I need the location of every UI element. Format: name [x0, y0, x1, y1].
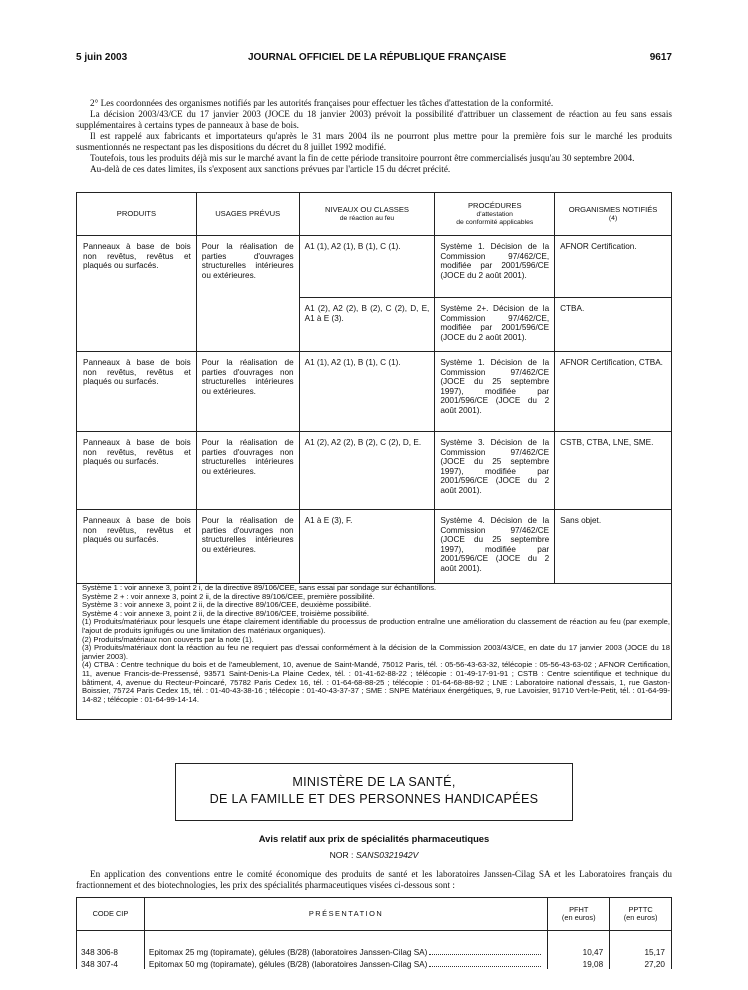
presentation-text: Epitomax 50 mg (topiramate), gélules (B/28) (laboratoires Janssen-Cilag SA) — [148, 960, 428, 969]
cell-procedure: Système 2+. Décision de la Commission 97/462/CE, modifiée par 2001/596/CE (JOCE du 2 août 2001). — [435, 298, 555, 352]
ministry-box — [175, 763, 573, 821]
cell-organisme: CSTB, CTBA, LNE, SME. — [555, 432, 672, 510]
cell-procedure: Système 1. Décision de la Commission 97/462/CE, modifiée par 2001/596/CE (JOCE du 2 août 2001). — [435, 236, 555, 298]
intro-paragraph: 2° Les coordonnées des organismes notifiés par les autorités françaises pour effectuer les tâches d'attestation de la conformité. — [90, 98, 554, 108]
cell-presentation — [144, 957, 547, 969]
ppttc-unit: (en euros) — [623, 913, 658, 922]
niveaux-sublabel: de réaction au feu — [339, 214, 395, 222]
cell-code-cip: 348 306-8 — [77, 945, 145, 957]
price-header-row — [77, 898, 672, 931]
ministry-line-1: MINISTÈRE DE LA SANTÉ, — [292, 775, 456, 789]
ppttc-label: PPTTC — [628, 904, 653, 914]
price-spacer-row — [77, 931, 672, 946]
table-row — [77, 236, 672, 298]
niveaux-label: NIVEAUX OU CLASSES — [324, 205, 409, 215]
nor-value: SANS0321942V — [355, 850, 419, 860]
note-line: (3) Produits/matériaux dont la réaction au feu ne requiert pas d'essai conformément à la décision de la Commission 2003/43/CE, en date du 17 janvier 2003 (JOCE du 18 janvier 2003). — [82, 643, 670, 661]
note-line: (4) CTBA : Centre technique du bois et de l'ameublement, 10, avenue de Saint-Mandé, 75012 Paris, tél. : 05-56-43-63-32, télécopie : 05-56-43-63-02 ; AFNOR Certification, 11, avenue Francis-de-Pressensé, 93571 Saint-Denis-La Plaine Cedex, tél. : 01-41-62-88-22 ; télécopie : 01-49-17-91-91 ; CSTB : Centre scientifique et technique du bâtiment, 4, avenue du Recteur-Poincaré, 75782 Paris Cedex 16, tél. : 01-64-68-88-25 ; télécopie : 01-64-68-88-92 ; LNE : Laboratoire national d'essais, 1, rue Gaston-Boissier, 75724 Paris Cedex 15, tél. : 01-40-43-38-16 ; télécopie : 01-40-43-37-37 ; SME : SNPE Matériaux énergétiques, 9, rue Lavoisier, 91710 Vert-le-Petit, tél. : 01-64-99-14-82 ; télécopie : 01-64-99-14-14. — [82, 660, 670, 704]
table-notes — [82, 584, 670, 704]
intro-text — [76, 98, 672, 175]
leader-dots — [429, 960, 541, 967]
cell-ppttc: 27,20 — [610, 957, 672, 969]
classification-table — [76, 192, 672, 584]
cell-procedure: Système 4. Décision de la Commission 97/462/CE (JOCE du 25 septembre 1997), modifiée par 2001/596/CE (JOCE du 2 août 2001). — [435, 510, 555, 584]
cell-usage: Pour la réalisation de parties d'ouvrages non structurelles intérieures ou extérieures. — [196, 352, 299, 432]
note-line: (2) Produits/matériaux non couverts par la note (1). — [82, 634, 254, 644]
cell-pfht: 19,08 — [548, 957, 610, 969]
table-row — [77, 352, 672, 432]
col-header-code: CODE CIP — [77, 898, 145, 931]
cell-procedure: Système 1. Décision de la Commission 97/462/CE (JOCE du 25 septembre 1997), modifiée par 2001/596/CE (JOCE du 2 août 2001). — [435, 352, 555, 432]
note-line: Système 3 : voir annexe 3, point 2 ii, de la directive 89/106/CEE, deuxième possibilité. — [82, 600, 372, 610]
procedures-sublabel-2: de conformité applicables — [456, 218, 534, 226]
organismes-sublabel: (4) — [608, 214, 618, 222]
col-header-procedures — [435, 193, 555, 236]
table-row — [77, 432, 672, 510]
cell-ppttc: 15,17 — [610, 945, 672, 957]
cell-classe: A1 (1), A2 (1), B (1), C (1). — [299, 236, 435, 298]
intro-paragraph: Toutefois, tous les produits déjà mis sur le marché avant la fin de cette période transitoire pourront être commercialisés jusqu'au 30 septembre 2004. — [90, 153, 635, 163]
pfht-label: PFHT — [569, 904, 589, 914]
col-header-usages: USAGES PRÉVUS — [196, 193, 299, 236]
cell-code-cip: 348 307-4 — [77, 957, 145, 969]
ministry-line-2: DE LA FAMILLE ET DES PERSONNES HANDICAPÉES — [209, 792, 539, 806]
cell-procedure: Système 3. Décision de la Commission 97/462/CE (JOCE du 25 septembre 1997), modifiée par 2001/596/CE (JOCE du 2 août 2001). — [435, 432, 555, 510]
cell-produit: Panneaux à base de bois non revêtus, revêtus et plaqués ou surfacés. — [77, 510, 197, 584]
note-line: Système 4 : voir annexe 3, point 2 ii, de la directive 89/106/CEE, troisième possibilité. — [82, 608, 370, 618]
col-header-organismes — [555, 193, 672, 236]
col-header-ppttc — [610, 898, 672, 931]
presentation-text: Epitomax 25 mg (topiramate), gélules (B/28) (laboratoires Janssen-Cilag SA) — [148, 948, 428, 957]
intro-paragraph: Il est rappelé aux fabricants et importateurs qu'après le 31 mars 2004 ils ne pourront plus mettre pour la première fois sur le marché les produits susmentionnés ne respectant pas les dispositions du décret du 8 juillet 1992 modifié. — [76, 131, 672, 152]
cell-organisme: CTBA. — [555, 298, 672, 352]
table-row — [77, 957, 672, 969]
nor-line — [76, 850, 672, 860]
pfht-unit: (en euros) — [561, 913, 596, 922]
leader-dots — [429, 948, 541, 955]
col-header-niveaux — [299, 193, 435, 236]
intro-paragraph: Au-delà de ces dates limites, ils s'exposent aux sanctions prévues par l'article 15 du décret précité. — [90, 164, 451, 174]
procedures-label: PROCÉDURES — [467, 201, 522, 211]
cell-produit: Panneaux à base de bois non revêtus, revêtus et plaqués ou surfacés. — [77, 432, 197, 510]
avis-title: Avis relatif aux prix de spécialités pharmaceutiques — [258, 833, 490, 844]
cell-pfht: 10,47 — [548, 945, 610, 957]
table-row — [77, 510, 672, 584]
cell-produit: Panneaux à base de bois non revêtus, revêtus et plaqués ou surfacés. — [77, 352, 197, 432]
intro-paragraph: La décision 2003/43/CE du 17 janvier 2003 (JOCE du 18 janvier 2003) prévoit la possibilité d'attribuer un classement de réaction au feu sans essais supplémentaires à certains types de panneaux à base de bois. — [76, 109, 672, 130]
cell-organisme: AFNOR Certification, CTBA. — [555, 352, 672, 432]
col-header-produits: PRODUITS — [77, 193, 197, 236]
organismes-label: ORGANISMES NOTIFIÉS — [568, 205, 658, 215]
col-header-presentation: PRÉSENTATION — [144, 898, 547, 931]
cell-classe: A1 à E (3), F. — [299, 510, 435, 584]
cell-organisme: Sans objet. — [555, 510, 672, 584]
nor-label: NOR : — [329, 850, 354, 860]
note-line: Système 2 + : voir annexe 3, point 2 ii, de la directive 89/106/CEE, première possibilité. — [82, 591, 375, 601]
cell-organisme: AFNOR Certification. — [555, 236, 672, 298]
note-line: (1) Produits/matériaux pour lesquels une étape clairement identifiable du processus de production entraîne une amélioration du classement de réaction au feu (par exemple, l'ajout de produits ignifugés ou une limitation des matériaux organiques). — [82, 617, 670, 635]
price-table — [76, 897, 672, 969]
table-row — [77, 945, 672, 957]
cell-produit: Panneaux à base de bois non revêtus, revêtus et plaqués ou surfacés. — [77, 236, 197, 352]
header-page-number: 9617 — [649, 52, 672, 63]
note-line: Système 1 : voir annexe 3, point 2 i, de la directive 89/106/CEE, sans essai par sondage sur échantillons. — [82, 583, 437, 592]
cell-classe: A1 (1), A2 (1), B (1), C (1). — [299, 352, 435, 432]
header-journal: JOURNAL OFFICIEL DE LA RÉPUBLIQUE FRANÇAISE — [248, 52, 507, 63]
cell-usage: Pour la réalisation de parties d'ouvrages structurelles intérieures ou extérieures. — [196, 236, 299, 352]
cell-classe: A1 (2), A2 (2), B (2), C (2), D, E. — [299, 432, 435, 510]
avis-paragraph: En application des conventions entre le comité économique des produits de santé et les laboratoires Janssen-Cilag SA et les Laboratoires français du fractionnement et des biotechnologies, les prix des spécialités pharmaceutiques visées ci-dessous sont : — [76, 869, 672, 890]
header-date: 5 juin 2003 — [76, 52, 128, 63]
cell-classe: A1 (2), A2 (2), B (2), C (2), D, E, A1 à E (3). — [299, 298, 435, 352]
table-header-row — [77, 193, 672, 236]
procedures-sublabel-1: d'attestation — [476, 210, 513, 218]
cell-usage: Pour la réalisation de parties d'ouvrages non structurelles intérieures ou extérieures. — [196, 510, 299, 584]
cell-presentation — [144, 945, 547, 957]
cell-usage: Pour la réalisation de parties d'ouvrages non structurelles intérieures ou extérieures. — [196, 432, 299, 510]
col-header-pfht — [548, 898, 610, 931]
